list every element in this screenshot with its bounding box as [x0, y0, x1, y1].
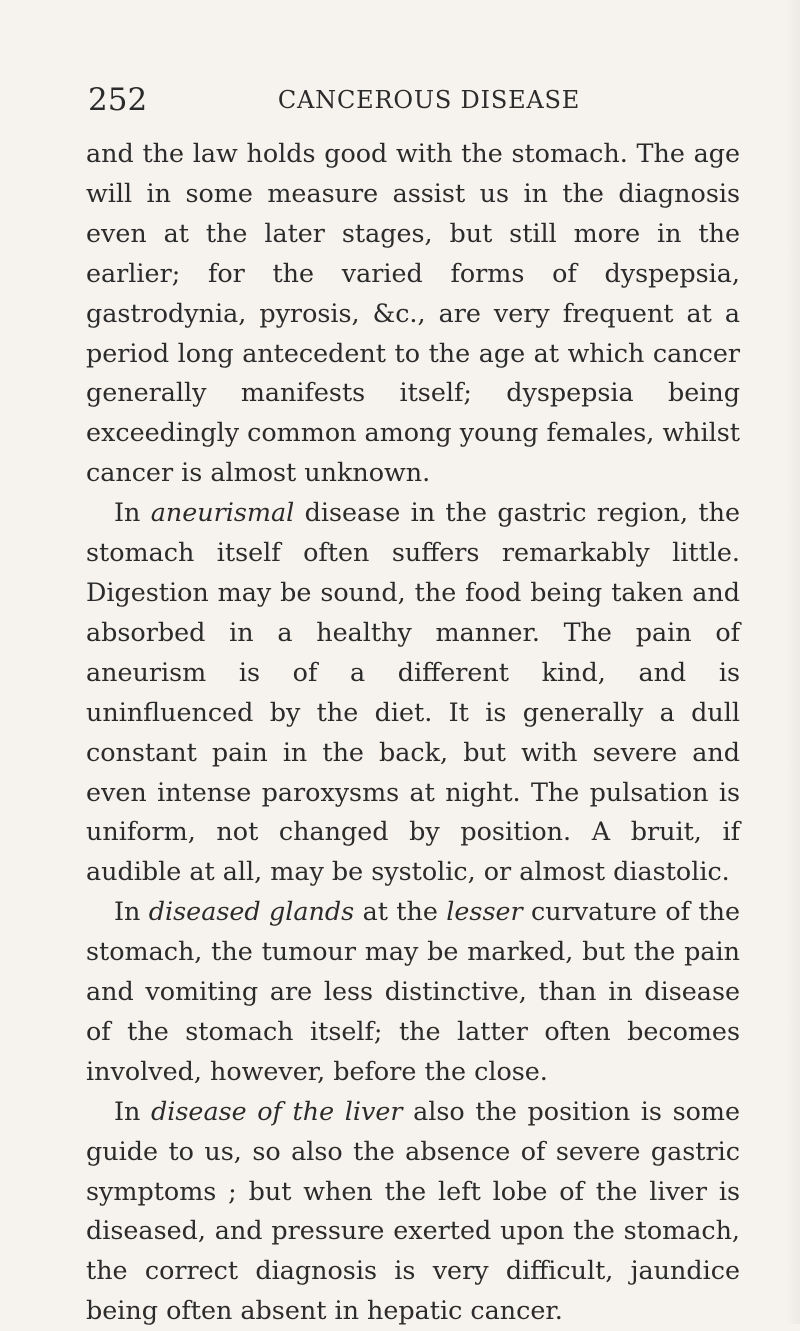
- paragraph-lead: In: [114, 497, 151, 528]
- italic-term: diseased glands: [148, 896, 355, 927]
- paragraph-liver: [86, 1092, 740, 1331]
- paragraph-aneurismal: [86, 493, 740, 892]
- paragraph-text: and the law holds good with the stomach. The age will in some measure assist us in the diagnosis even at the later stages, but still more in the earlier; for the varied forms of dyspepsia, gastrodynia, pyrosis, &c., are very frequent at a period long antecedent to the age at which cancer generally manifests itself; dyspepsia being exceedingly common among young females, whilst cancer is almost unknown.: [86, 138, 740, 488]
- page-number: 252: [88, 82, 148, 118]
- italic-term: disease of the liver: [151, 1095, 403, 1126]
- paragraph-text: disease in the gastric region, the stomach itself often suffers remarkably little. Digestion may be sound, the food being taken and absorbed in a healthy manner. The pain of aneurism is of a different kind, and is uninfluenced by the diet. It is generally a dull constant pain in the back, but with severe and even intense paroxysms at night. The pulsation is uniform, not changed by position. A bruit, if audible at all, may be systolic, or almost diastolic.: [86, 497, 740, 887]
- paragraph-lead: In: [114, 1095, 152, 1126]
- page-edge-shadow: [786, 0, 800, 1324]
- paragraph-lead: In: [114, 896, 149, 927]
- body-text: [86, 134, 740, 1331]
- paragraph-text: also the position is some guide to us, so also the absence of severe gastric symptoms ; but when the left lobe of the liver is diseased, and pressure exerted upon the stomach, the correct diagnosis is very difficult, jaundice being often absent in hepatic cancer.: [86, 1095, 740, 1326]
- paragraph-diseased-glands: [86, 892, 740, 1092]
- page-header: [88, 82, 710, 122]
- paragraph-text: curvature of the stomach, the tumour may be marked, but the pain and vomiting are less distinctive, than in disease of the stomach itself; the latter often becomes involved, however, before the close.: [86, 896, 740, 1086]
- paragraph-text: at the: [354, 896, 447, 927]
- italic-term: aneurismal: [150, 497, 295, 528]
- running-head: CANCEROUS DISEASE: [277, 86, 581, 114]
- paragraph-continuation: [86, 134, 740, 493]
- italic-term: lesser: [446, 896, 523, 927]
